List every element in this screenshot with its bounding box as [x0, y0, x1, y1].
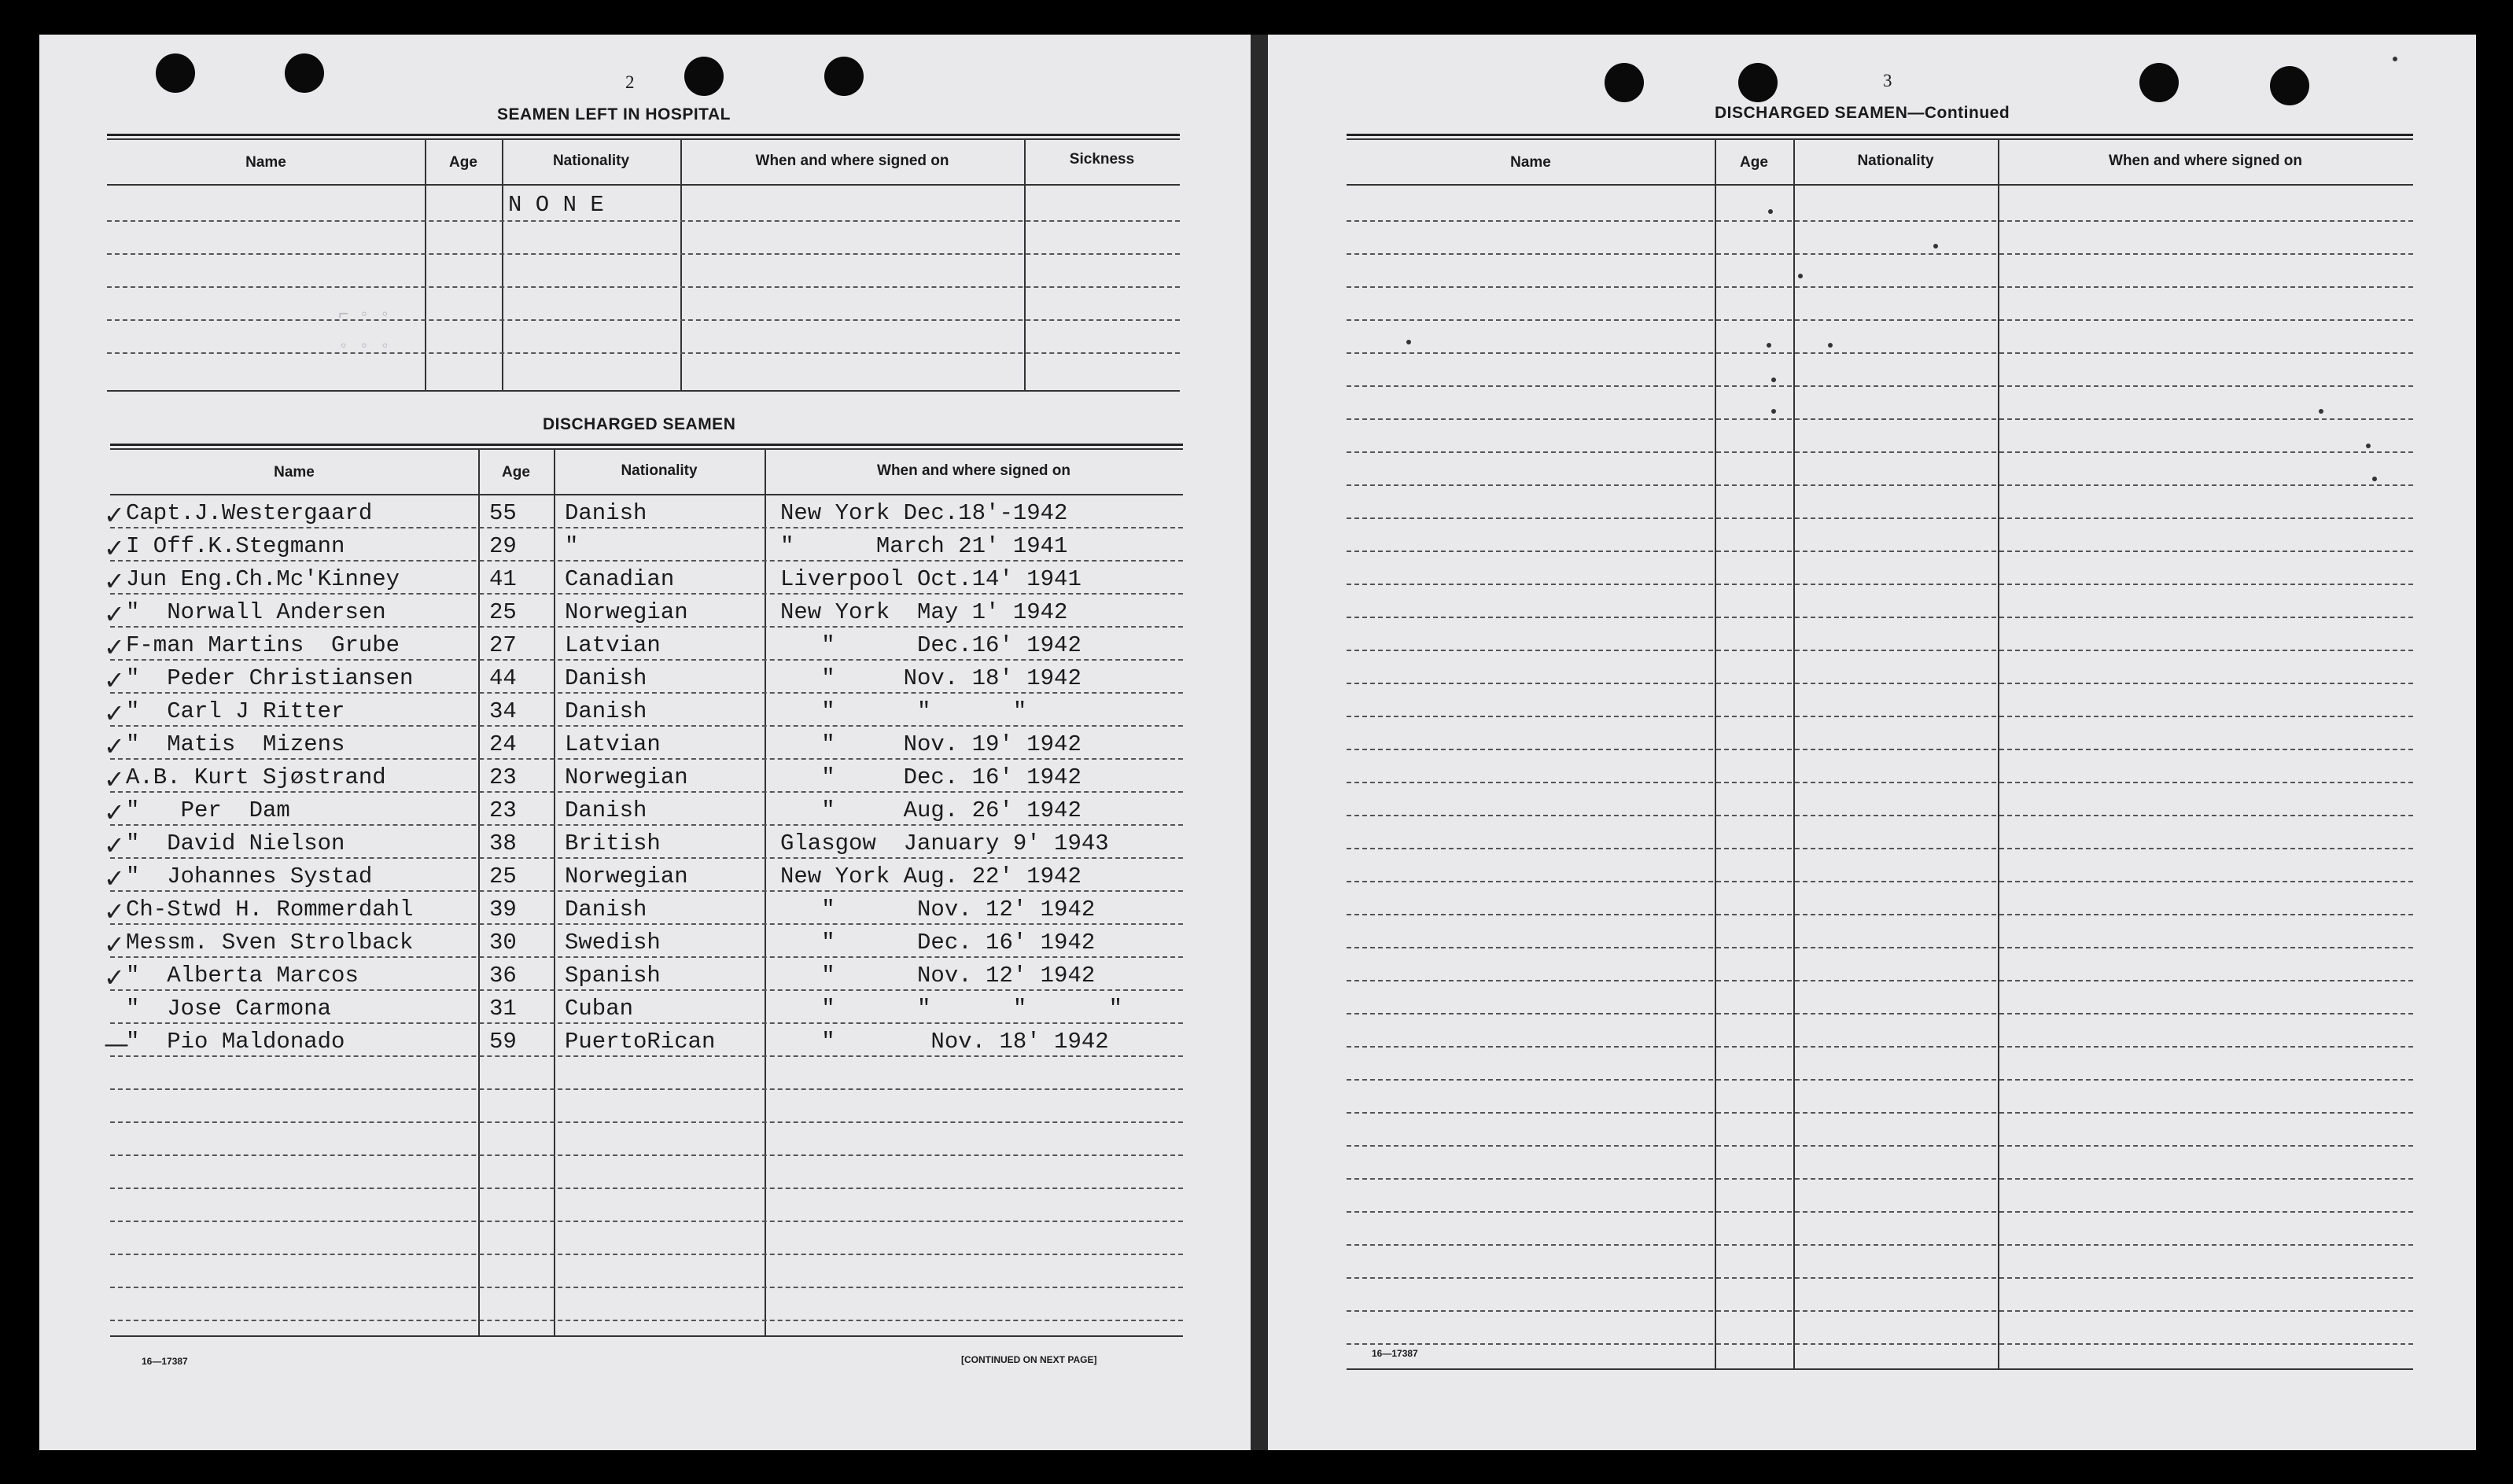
ink-speck — [2393, 57, 2397, 61]
table-rule — [107, 184, 1180, 186]
column-header-signed-on: When and where signed on — [877, 462, 1070, 479]
seaman-age: 36 — [489, 963, 517, 989]
ink-speck — [2319, 409, 2323, 414]
check-mark: ✓ — [104, 764, 125, 794]
row-rule — [1347, 947, 2413, 948]
row-rule — [110, 725, 1183, 727]
row-rule — [1347, 551, 2413, 552]
punch-hole — [1605, 63, 1644, 102]
seaman-nationality: " — [565, 533, 579, 559]
seaman-signed-on: " Nov. 19' 1942 — [780, 731, 1081, 757]
row-rule — [1347, 1112, 2413, 1114]
hospital-section-title: SEAMEN LEFT IN HOSPITAL — [497, 105, 731, 123]
check-mark: ✓ — [104, 698, 125, 728]
seaman-age: 39 — [489, 897, 517, 922]
row-rule — [1347, 1343, 2413, 1345]
punch-hole — [824, 57, 864, 96]
row-rule — [110, 1121, 1183, 1123]
column-rule — [478, 448, 480, 1335]
column-header-nationality: Nationality — [1857, 153, 1934, 169]
row-rule — [1347, 418, 2413, 420]
seaman-signed-on: " Nov. 18' 1942 — [780, 1029, 1109, 1055]
row-rule — [1347, 352, 2413, 354]
seaman-signed-on: " March 21' 1941 — [780, 533, 1068, 559]
form-number: 16—17387 — [142, 1356, 188, 1367]
table-rule — [110, 448, 1183, 450]
check-mark: ✓ — [104, 830, 125, 860]
row-rule — [107, 220, 1180, 222]
column-header-signed-on: When and where signed on — [755, 153, 949, 169]
seaman-nationality: Danish — [565, 698, 647, 724]
table-rule — [110, 444, 1183, 446]
ink-speck — [2372, 477, 2377, 481]
seaman-signed-on: " Nov. 18' 1942 — [780, 665, 1081, 691]
seaman-name: " Pio Maldonado — [126, 1029, 345, 1055]
page-number: 3 — [1883, 71, 1892, 90]
seaman-nationality: Danish — [565, 797, 647, 823]
check-mark: ✓ — [104, 599, 125, 629]
seaman-name: F-man Martins Grube — [126, 632, 400, 658]
seaman-age: 23 — [489, 797, 517, 823]
seaman-nationality: Norwegian — [565, 599, 688, 625]
row-rule — [110, 956, 1183, 958]
continued-section-title: DISCHARGED SEAMEN—Continued — [1715, 104, 2010, 122]
seaman-signed-on: " Dec.16' 1942 — [780, 632, 1081, 658]
table-rule — [1347, 184, 2413, 186]
seaman-nationality: British — [565, 830, 661, 856]
row-rule — [1347, 1046, 2413, 1048]
page-number: 2 — [625, 72, 635, 92]
seaman-name: " Matis Mizens — [126, 731, 345, 757]
ink-speck — [1933, 244, 1938, 249]
row-rule — [110, 593, 1183, 595]
row-rule — [107, 319, 1180, 321]
punch-hole — [2270, 66, 2309, 105]
table-rule — [107, 134, 1180, 136]
column-rule — [554, 448, 555, 1335]
hospital-entry: N O N E — [508, 192, 604, 218]
seaman-name: " Johannes Systad — [126, 864, 373, 889]
check-mark: ✓ — [104, 566, 125, 596]
column-header-age: Age — [502, 464, 530, 481]
seaman-age: 29 — [489, 533, 517, 559]
ink-speck — [1768, 209, 1773, 214]
row-rule — [1347, 584, 2413, 585]
table-rule — [1347, 1368, 2413, 1370]
row-rule — [1347, 914, 2413, 915]
row-rule — [110, 1221, 1183, 1222]
row-rule — [1347, 683, 2413, 684]
row-rule — [1347, 1277, 2413, 1279]
seaman-age: 25 — [489, 599, 517, 625]
seaman-name: Jun Eng.Ch.Mc'Kinney — [126, 566, 400, 592]
seaman-nationality: Cuban — [565, 996, 634, 1022]
bleed-through-mark: ◦ ◦ ◦ — [338, 337, 391, 356]
row-rule — [110, 923, 1183, 925]
row-rule — [110, 527, 1183, 528]
seaman-nationality: Danish — [565, 897, 647, 922]
row-rule — [1347, 484, 2413, 486]
column-rule — [1793, 138, 1795, 1368]
seaman-nationality: Danish — [565, 500, 647, 526]
seaman-signed-on: " Nov. 12' 1942 — [780, 963, 1096, 989]
row-rule — [110, 857, 1183, 859]
seaman-signed-on: " " " — [780, 698, 1027, 724]
row-rule — [1347, 451, 2413, 453]
seaman-nationality: Norwegian — [565, 764, 688, 790]
row-rule — [1347, 815, 2413, 816]
table-rule — [1347, 138, 2413, 140]
seaman-age: 38 — [489, 830, 517, 856]
seaman-signed-on: " " " " — [780, 996, 1123, 1022]
column-header-name: Name — [245, 154, 286, 171]
check-mark: ✓ — [104, 665, 125, 695]
seaman-signed-on: Liverpool Oct.14' 1941 — [780, 566, 1081, 592]
check-mark: — — [104, 1029, 129, 1059]
punch-hole — [684, 57, 724, 96]
check-mark: ✓ — [104, 500, 125, 530]
row-rule — [1347, 848, 2413, 849]
row-rule — [110, 1154, 1183, 1156]
row-rule — [1347, 1310, 2413, 1312]
row-rule — [107, 286, 1180, 288]
seaman-nationality: Norwegian — [565, 864, 688, 889]
row-rule — [107, 253, 1180, 255]
seaman-nationality: Canadian — [565, 566, 675, 592]
row-rule — [110, 1088, 1183, 1090]
seaman-name: " Per Dam — [126, 797, 290, 823]
seaman-signed-on: " Aug. 26' 1942 — [780, 797, 1081, 823]
row-rule — [110, 1022, 1183, 1024]
punch-hole — [285, 53, 324, 93]
row-rule — [1347, 1145, 2413, 1147]
ink-speck — [1798, 274, 1803, 278]
seaman-name: A.B. Kurt Sjøstrand — [126, 764, 386, 790]
seaman-age: 59 — [489, 1029, 517, 1055]
row-rule — [1347, 286, 2413, 288]
check-mark: ✓ — [104, 797, 125, 827]
check-mark: ✓ — [104, 632, 125, 662]
seaman-name: Capt.J.Westergaard — [126, 500, 373, 526]
row-rule — [110, 758, 1183, 760]
row-rule — [110, 890, 1183, 892]
punch-hole — [1738, 63, 1778, 102]
ink-speck — [1771, 377, 1776, 382]
row-rule — [1347, 980, 2413, 981]
row-rule — [110, 1287, 1183, 1288]
seaman-age: 24 — [489, 731, 517, 757]
seaman-age: 25 — [489, 864, 517, 889]
seaman-signed-on: " Nov. 12' 1942 — [780, 897, 1096, 922]
seaman-name: " Peder Christiansen — [126, 665, 414, 691]
row-rule — [110, 1055, 1183, 1057]
table-rule — [107, 138, 1180, 140]
row-rule — [107, 352, 1180, 354]
row-rule — [110, 791, 1183, 793]
left-page — [39, 35, 1251, 1450]
ink-speck — [1406, 340, 1411, 344]
row-rule — [1347, 650, 2413, 651]
ink-speck — [1828, 343, 1833, 348]
seaman-nationality: Latvian — [565, 632, 661, 658]
row-rule — [1347, 1079, 2413, 1081]
seaman-age: 44 — [489, 665, 517, 691]
row-rule — [1347, 716, 2413, 717]
form-number: 16—17387 — [1372, 1348, 1418, 1359]
check-mark: ✓ — [104, 533, 125, 563]
check-mark: ✓ — [104, 930, 125, 959]
page-gutter — [1251, 35, 1268, 1450]
column-header-name: Name — [274, 464, 315, 481]
punch-hole — [2139, 63, 2179, 102]
column-header-signed-on: When and where signed on — [2109, 153, 2302, 169]
row-rule — [1347, 617, 2413, 618]
ink-speck — [2366, 444, 2371, 448]
row-rule — [110, 1254, 1183, 1255]
seaman-nationality: Danish — [565, 665, 647, 691]
row-rule — [1347, 749, 2413, 750]
row-rule — [1347, 385, 2413, 387]
column-rule — [765, 448, 766, 1335]
seaman-nationality: Latvian — [565, 731, 661, 757]
column-rule — [1998, 138, 1999, 1368]
seaman-age: 30 — [489, 930, 517, 956]
column-header-age: Age — [449, 154, 477, 171]
seaman-signed-on: New York Dec.18'-1942 — [780, 500, 1068, 526]
seaman-name: " David Nielson — [126, 830, 345, 856]
continued-note: [CONTINUED ON NEXT PAGE] — [961, 1354, 1097, 1365]
seaman-age: 23 — [489, 764, 517, 790]
row-rule — [110, 626, 1183, 628]
seaman-nationality: PuertoRican — [565, 1029, 716, 1055]
ink-speck — [1771, 409, 1776, 414]
table-rule — [110, 494, 1183, 495]
table-rule — [110, 1335, 1183, 1337]
right-page — [1268, 35, 2476, 1450]
row-rule — [1347, 1211, 2413, 1213]
punch-hole — [156, 53, 195, 93]
row-rule — [110, 824, 1183, 826]
row-rule — [1347, 220, 2413, 222]
check-mark: ✓ — [104, 864, 125, 893]
seaman-signed-on: Glasgow January 9' 1943 — [780, 830, 1109, 856]
row-rule — [1347, 517, 2413, 519]
row-rule — [1347, 1013, 2413, 1014]
column-header-nationality: Nationality — [552, 153, 630, 169]
row-rule — [110, 989, 1183, 991]
row-rule — [110, 659, 1183, 661]
seaman-age: 31 — [489, 996, 517, 1022]
column-header-nationality: Nationality — [621, 462, 698, 479]
check-mark: ✓ — [104, 897, 125, 926]
row-rule — [1347, 253, 2413, 255]
column-rule — [1715, 138, 1716, 1368]
row-rule — [1347, 319, 2413, 321]
row-rule — [1347, 782, 2413, 783]
table-rule — [107, 390, 1180, 392]
discharged-section-title: DISCHARGED SEAMEN — [543, 415, 736, 433]
seaman-nationality: Spanish — [565, 963, 661, 989]
seaman-age: 55 — [489, 500, 517, 526]
table-rule — [1347, 134, 2413, 136]
check-mark: ✓ — [104, 963, 125, 992]
seaman-signed-on: " Dec. 16' 1942 — [780, 930, 1096, 956]
seaman-name: " Alberta Marcos — [126, 963, 359, 989]
seaman-age: 27 — [489, 632, 517, 658]
ink-speck — [1767, 343, 1771, 348]
row-rule — [110, 1320, 1183, 1321]
seaman-name: " Norwall Andersen — [126, 599, 386, 625]
seaman-nationality: Swedish — [565, 930, 661, 956]
row-rule — [110, 692, 1183, 694]
seaman-name: " Carl J Ritter — [126, 698, 345, 724]
row-rule — [1347, 1244, 2413, 1246]
bleed-through-mark: ⌐ ◦ ◦ — [338, 305, 391, 325]
seaman-signed-on: New York Aug. 22' 1942 — [780, 864, 1081, 889]
check-mark: ✓ — [104, 731, 125, 761]
seaman-name: I Off.K.Stegmann — [126, 533, 345, 559]
seaman-signed-on: New York May 1' 1942 — [780, 599, 1068, 625]
seaman-name: Messm. Sven Strolback — [126, 930, 414, 956]
seaman-name: " Jose Carmona — [126, 996, 332, 1022]
seaman-age: 34 — [489, 698, 517, 724]
seaman-name: Ch-Stwd H. Rommerdahl — [126, 897, 414, 922]
row-rule — [1347, 881, 2413, 882]
row-rule — [1347, 1178, 2413, 1180]
column-header-age: Age — [1740, 154, 1768, 171]
row-rule — [110, 560, 1183, 562]
column-header-name: Name — [1510, 154, 1551, 171]
column-header-sickness: Sickness — [1069, 151, 1135, 168]
seaman-signed-on: " Dec. 16' 1942 — [780, 764, 1081, 790]
seaman-age: 41 — [489, 566, 517, 592]
row-rule — [110, 1188, 1183, 1189]
